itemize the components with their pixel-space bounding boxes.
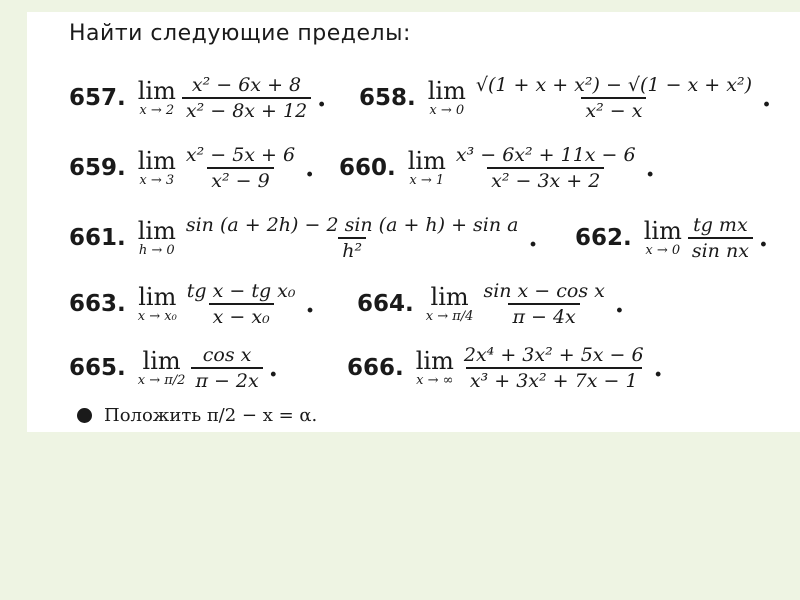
- limit-approach: x → π/2: [137, 373, 186, 388]
- lim-word: lim: [427, 77, 466, 105]
- problem-number: 665.: [69, 355, 126, 381]
- problem-664: [357, 274, 624, 334]
- period: .: [762, 83, 772, 113]
- problem-number: 666.: [347, 355, 404, 381]
- denominator: π − 4x: [508, 303, 579, 328]
- numerator: tg mx: [693, 214, 748, 236]
- denominator: x² − 9: [207, 167, 273, 192]
- fraction: [479, 280, 608, 328]
- denominator: sin nx: [688, 237, 753, 262]
- limit-operator: [138, 148, 176, 188]
- fraction: [183, 280, 300, 328]
- fraction: [452, 144, 640, 192]
- lim-word: lim: [415, 347, 454, 375]
- problem-number: 662.: [575, 225, 632, 251]
- section-title: Найти следующие пределы:: [69, 21, 411, 46]
- limit-operator: [644, 218, 682, 258]
- limit-approach: x → 2: [139, 103, 175, 118]
- denominator: x² − x: [581, 97, 646, 122]
- period: .: [614, 289, 624, 319]
- problem-number: 661.: [69, 225, 126, 251]
- lim-word: lim: [142, 347, 181, 375]
- numerator: sin x − cos x: [483, 280, 605, 302]
- period: .: [758, 223, 768, 253]
- period: .: [653, 353, 663, 383]
- lim-word: lim: [137, 77, 176, 105]
- lim-word: lim: [643, 217, 682, 245]
- limit-approach: x → 3: [139, 173, 175, 188]
- period: .: [268, 353, 278, 383]
- limit-operator: [408, 148, 446, 188]
- problem-662: [575, 208, 768, 268]
- problem-657: [69, 68, 326, 128]
- numerator: cos x: [202, 344, 252, 366]
- period: .: [305, 153, 315, 183]
- period: .: [305, 289, 315, 319]
- problem-665: [69, 338, 278, 398]
- limit-approach: x → 0: [645, 243, 681, 258]
- textbook-page: [27, 12, 800, 432]
- denominator: x² − 8x + 12: [182, 97, 311, 122]
- numerator: x² − 5x + 6: [185, 144, 296, 166]
- hint-text: Положить π/2 − x = α.: [104, 405, 318, 426]
- limit-operator: [428, 78, 466, 118]
- problem-663: [69, 274, 315, 334]
- problem-658: [359, 68, 771, 128]
- bullet-icon: [77, 408, 92, 423]
- hint-line: [77, 405, 317, 426]
- limit-operator: [416, 348, 454, 388]
- limit-approach: x → π/4: [425, 309, 474, 324]
- numerator: √(1 + x + x²) − √(1 − x + x²): [475, 74, 752, 96]
- numerator: tg x − tg x₀: [186, 280, 296, 302]
- problem-661: [69, 208, 538, 268]
- problem-number: 658.: [359, 85, 416, 111]
- period: .: [528, 223, 538, 253]
- fraction: [182, 214, 523, 262]
- denominator: π − 2x: [191, 367, 262, 392]
- problem-number: 664.: [357, 291, 414, 317]
- lim-word: lim: [137, 147, 176, 175]
- fraction: [688, 214, 753, 262]
- problem-666: [347, 338, 663, 398]
- denominator: x − x₀: [209, 303, 274, 328]
- lim-word: lim: [430, 283, 469, 311]
- lim-word: lim: [138, 283, 177, 311]
- lim-word: lim: [407, 147, 446, 175]
- numerator: x² − 6x + 8: [191, 74, 302, 96]
- fraction: [182, 74, 311, 122]
- limit-approach: x → 0: [429, 103, 465, 118]
- fraction: [472, 74, 756, 122]
- limit-operator: [138, 348, 186, 388]
- problem-number: 663.: [69, 291, 126, 317]
- limit-approach: h → 0: [138, 243, 175, 258]
- numerator: sin (a + 2h) − 2 sin (a + h) + sin a: [185, 214, 519, 236]
- denominator: h²: [338, 237, 366, 262]
- numerator: x³ − 6x² + 11x − 6: [455, 144, 636, 166]
- problem-number: 657.: [69, 85, 126, 111]
- denominator: x² − 3x + 2: [487, 167, 604, 192]
- lim-word: lim: [137, 217, 176, 245]
- limit-approach: x → x₀: [137, 309, 177, 324]
- fraction: [460, 344, 648, 392]
- limit-approach: x → 1: [409, 173, 445, 188]
- fraction: [191, 344, 262, 392]
- limit-operator: [138, 284, 177, 324]
- limit-operator: [138, 78, 176, 118]
- denominator: x³ + 3x² + 7x − 1: [466, 367, 642, 392]
- limit-approach: x → ∞: [416, 373, 454, 388]
- fraction: [182, 144, 299, 192]
- limit-operator: [138, 218, 176, 258]
- period: .: [645, 153, 655, 183]
- numerator: 2x⁴ + 3x² + 5x − 6: [463, 344, 644, 366]
- period: .: [317, 83, 327, 113]
- limit-operator: [426, 284, 474, 324]
- problem-659: [69, 138, 314, 198]
- problem-660: [339, 138, 655, 198]
- problem-number: 659.: [69, 155, 126, 181]
- problem-number: 660.: [339, 155, 396, 181]
